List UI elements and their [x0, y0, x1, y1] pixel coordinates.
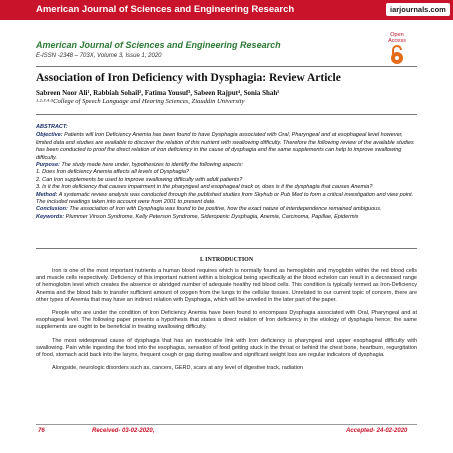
open-access-label: Open Access — [388, 32, 406, 44]
abstract-purpose: Purpose: The study made here under, hypothesizes to identify the following aspects: — [36, 162, 243, 169]
journal-title: American Journal of Sciences and Engineering Research — [36, 40, 281, 50]
author-list: Sabreen Noor Ali¹, Rabbiah Sohail², Fatima Yousuf³, Sabeen Rajput⁴, Sonia Shah⁵ — [36, 89, 280, 97]
body-paragraph: The most widespread cause of dysphagia that has an inextricable link with Iron deficiency is pharyngeal and upper esophageal difficulty with swallowing. Pain while ingesting the food into the esophagus, sensation of food getting stuck in the throat or behind the chest bone, heartburn, regurgitation of food, stomach acid back into the larynx, frequent cough or gag during swallow and significant weight loss are regular indicators of dysphagia. — [36, 337, 417, 359]
journal-header-bar — [0, 0, 453, 20]
introduction-body — [36, 268, 417, 378]
section-heading-introduction: I. INTRODUCTION — [199, 257, 254, 263]
header-divider — [36, 66, 417, 67]
page-number: 76 — [38, 428, 45, 434]
received-date: Received- 03-02-2020, — [92, 428, 155, 434]
abstract-question-2: 2. Can Iron supplements be used to improve swallowing difficulty with adult patients? — [36, 176, 243, 183]
open-access-lock-icon — [390, 45, 404, 65]
open-access-logo — [378, 32, 416, 70]
abstract-method: Method: A systematic review analysis was conducted through the published studies from Skyhub or Pub Med to form a critical investigation and view point. The included readings taken into account were from 2001 to present date. — [36, 191, 414, 206]
abstract-top-divider — [36, 114, 417, 115]
body-paragraph: People who are under the condition of Iron Deficiency Anemia have been found to encompass Dysphagia associated with Oral, Pharyngeal and at esophageal level. The following paper presents a hypothesis that states a direct relation of Iron deficiency in the etiology of dysphagia hence; the same supplements are ought to be beneficial in treating swallowing difficulty. — [36, 310, 417, 331]
header-journal-name: American Journal of Sciences and Engineering Research — [36, 4, 295, 15]
abstract-heading: ABSTRACT: — [36, 124, 68, 130]
abstract-keywords: Keywords: Plummer Vinson Syndrome, Kelly Peterson Syndrome, Sideropenic Dysphagia, Anemia, Carcinoma, Papillae, Epidermis — [36, 213, 359, 220]
body-paragraph: Alongside, neurologic disorders such as, cancers, GERD, scars at any level of digestive track, radiation — [52, 365, 303, 372]
abstract-question-3: 3. Is it the Iron deficiency that causes impairment in the pharyngeal and esophageal track or, does is it the dysphagia that causes Anemia? — [36, 184, 373, 191]
accepted-date: Accepted- 24-02-2020 — [346, 428, 408, 434]
abstract-block — [36, 124, 417, 221]
article-title: Association of Iron Deficiency with Dysphagia: Review Article — [36, 72, 341, 84]
journal-website-link[interactable]: iarjournals.com — [386, 3, 450, 16]
author-affiliation: ¹·²·³·⁴·⁵College of Speech Language and Hearing Sciences, Ziauddin University — [36, 98, 245, 105]
body-paragraph: Iron is one of the most important nutrients a human blood requires which is normally found as hemoglobin and myoglobin within the red blood cells and muscle cells respectively. Deficiency of this important nutrient within a biological being specifically at the blood echelon can result in a decreased range of hemoglobin level which creates the absence or abridged number of adequate healthy red blood cells. This condition is typically termed as Iron-Deficiency Anemia and the blood fails to transfer sufficient amount of oxygen from the lungs to the cellular tissues. Unrelated to our current topic of concern, there are other types of Anemia that may have an indirect relation with Dysphagia, which will be unveiled in the later part of the paper. — [36, 268, 417, 303]
abstract-question-1: 1. Does Iron deficiency Anemia affects all levels of Dysphagia? — [36, 169, 189, 176]
abstract-conclusion: Conclusion: The association of Iron with Dysphagia was found to be positive, how the exact nature of interdependence remained ambiguous. — [36, 206, 382, 213]
abstract-objective: Objective: Patients will Iron Deficiency Anemia has been found to have Dysphagia associated with Oral, Pharyngeal and at esophageal level however, limited data and studies are available to discover the relation of this nutrient with swallowing difficulty. Therefore the following review of the available studies has been conducted to proof the direct relation of iron deficiency in the cause of dysphagia and the same supplements can help to improve swallowing difficulty. — [36, 132, 414, 161]
issn-line: E-ISSN -2348 – 703X, Volume 3, Issue 1, 2020 — [36, 53, 162, 59]
page-footer — [36, 424, 417, 436]
abstract-bottom-divider — [36, 248, 417, 249]
